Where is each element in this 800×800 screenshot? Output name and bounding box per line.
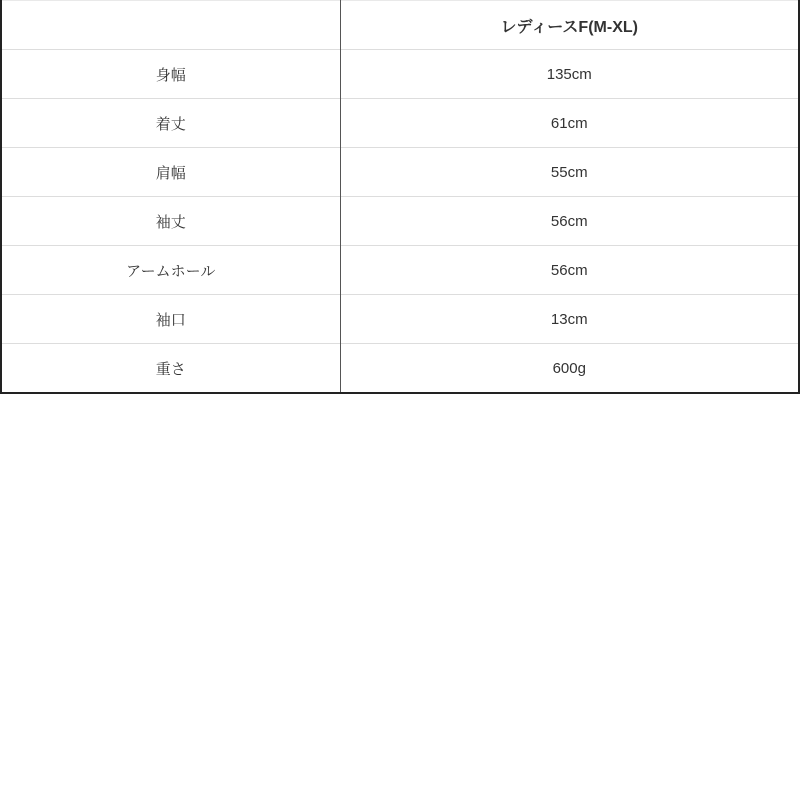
measurement-label: 肩幅 [1,148,340,197]
measurement-value: 55cm [340,148,799,197]
table-row [1,197,799,246]
table-row [1,344,799,394]
measurement-label: 着丈 [1,99,340,148]
table-row [1,246,799,295]
measurement-value: 600g [340,344,799,394]
measurement-value: 61cm [340,99,799,148]
table-row [1,148,799,197]
table-header-row [1,1,799,50]
measurement-value: 56cm [340,246,799,295]
size-spec-table [0,0,800,394]
measurement-label: 袖丈 [1,197,340,246]
measurement-label: 袖口 [1,295,340,344]
measurement-value: 135cm [340,50,799,99]
measurement-label: 身幅 [1,50,340,99]
table-row [1,99,799,148]
measurement-label: アームホール [1,246,340,295]
measurement-value: 13cm [340,295,799,344]
measurement-label: 重さ [1,344,340,394]
table-row [1,295,799,344]
measurement-value: 56cm [340,197,799,246]
header-cell-size-ladies-f: レディースF(M-XL) [340,1,799,50]
header-cell-empty [1,1,340,50]
table-row [1,50,799,99]
